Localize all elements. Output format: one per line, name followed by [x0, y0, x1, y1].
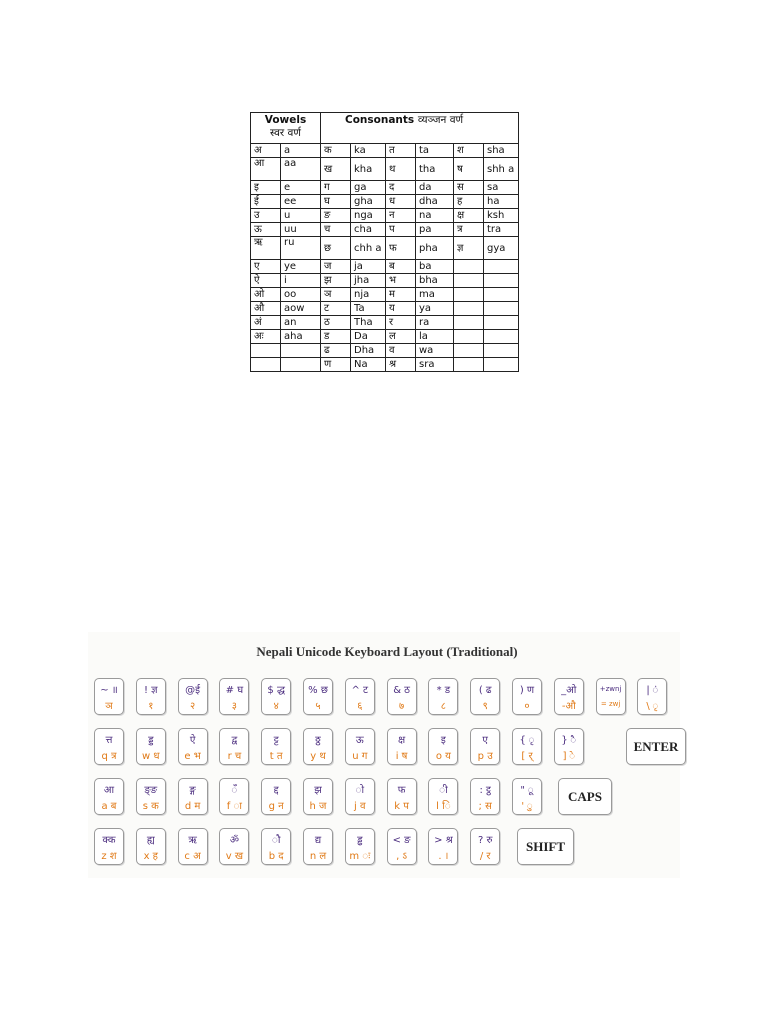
table-row	[251, 195, 519, 209]
table-row	[251, 181, 519, 195]
keyboard-key	[261, 778, 291, 815]
table-cell: ङ	[321, 209, 351, 223]
key-upper-label: ! ज्ञ	[143, 685, 158, 696]
key-upper-label: { ृ	[519, 735, 535, 746]
table-cell: ध	[386, 195, 416, 209]
table-cell: gha	[351, 195, 386, 209]
table-cell	[484, 330, 519, 344]
table-cell: Da	[351, 330, 386, 344]
table-cell	[281, 344, 321, 358]
consonants-subtitle: व्यञ्जन वर्ण	[417, 114, 464, 126]
key-upper-label: @ई	[185, 685, 201, 696]
key-lower-label: [ र्	[521, 751, 533, 762]
table-cell: ee	[281, 195, 321, 209]
table-cell: ए	[251, 260, 281, 274]
key-lower-label: ञ	[105, 701, 113, 712]
table-cell	[484, 302, 519, 316]
table-cell: ओ	[251, 288, 281, 302]
table-cell: ढ	[321, 344, 351, 358]
table-cell: pha	[416, 237, 454, 260]
table-cell: a	[281, 144, 321, 158]
key-upper-label: > श्र	[434, 835, 453, 846]
table-cell: aha	[281, 330, 321, 344]
key-lower-label: v ख	[225, 851, 244, 862]
table-cell: ga	[351, 181, 386, 195]
keyboard-key	[219, 678, 249, 715]
table-cell: ra	[416, 316, 454, 330]
table-cell: श	[454, 144, 484, 158]
keyboard-key	[345, 728, 375, 765]
table-cell: kha	[351, 158, 386, 181]
keyboard-key	[261, 728, 291, 765]
table-cell: ka	[351, 144, 386, 158]
key-upper-label: फ	[397, 785, 406, 796]
table-cell: क	[321, 144, 351, 158]
key-lower-label: t त	[269, 751, 283, 762]
key-lower-label: ७	[398, 701, 405, 712]
key-upper-label: ऐ	[189, 735, 196, 746]
table-cell: श्र	[386, 358, 416, 372]
table-cell: bha	[416, 274, 454, 288]
table-cell: थ	[386, 158, 416, 181]
table-row	[251, 344, 519, 358]
table-cell	[484, 274, 519, 288]
table-cell	[484, 288, 519, 302]
key-upper-label: ॐ	[229, 835, 239, 846]
key-lower-label: ; स	[478, 801, 492, 812]
key-upper-label: } ै	[561, 735, 577, 746]
table-row	[251, 358, 519, 372]
caps-key: CAPS	[558, 778, 612, 815]
keyboard-key	[303, 678, 333, 715]
table-cell: फ	[386, 237, 416, 260]
table-cell: उ	[251, 209, 281, 223]
keyboard-key	[136, 778, 166, 815]
table-cell: i	[281, 274, 321, 288]
table-cell	[281, 358, 321, 372]
key-lower-label: j व	[354, 801, 366, 812]
table-cell: व	[386, 344, 416, 358]
key-lower-label: ] े	[562, 751, 576, 762]
key-lower-label: z श	[101, 851, 117, 862]
key-upper-label: त्त	[105, 735, 113, 746]
key-lower-label: ०	[524, 701, 530, 712]
key-upper-label: ? रु	[477, 835, 493, 846]
table-row	[251, 274, 519, 288]
consonants-title: Consonants	[345, 114, 415, 126]
table-cell: wa	[416, 344, 454, 358]
key-lower-label: , ऽ	[396, 851, 408, 862]
key-upper-label: ~ ॥	[100, 685, 118, 696]
table-cell: ru	[281, 237, 321, 260]
table-cell: भ	[386, 274, 416, 288]
keyboard-key	[219, 778, 249, 815]
key-lower-label: r च	[227, 751, 242, 762]
keyboard-key	[136, 728, 166, 765]
table-cell: sa	[484, 181, 519, 195]
keyboard-title: Nepali Unicode Keyboard Layout (Traditional)	[256, 644, 518, 659]
key-lower-label: १	[148, 701, 154, 712]
key-upper-label: क्ष	[398, 735, 406, 746]
key-upper-label: " ू	[520, 785, 534, 796]
table-cell: ya	[416, 302, 454, 316]
table-cell: Dha	[351, 344, 386, 358]
table-cell: द	[386, 181, 416, 195]
key-lower-label: a ब	[101, 801, 117, 812]
key-upper-label: ^ ट	[351, 685, 369, 696]
key-lower-label: n ल	[309, 851, 327, 862]
table-cell: ठ	[321, 316, 351, 330]
key-upper-label: क्क	[102, 835, 116, 846]
table-cell	[484, 260, 519, 274]
table-cell: ब	[386, 260, 416, 274]
table-cell: sha	[484, 144, 519, 158]
table-cell: आ	[251, 158, 281, 181]
keyboard-key	[178, 728, 208, 765]
keyboard-key	[387, 728, 417, 765]
table-cell: ख	[321, 158, 351, 181]
table-cell: Ta	[351, 302, 386, 316]
table-row	[251, 144, 519, 158]
table-cell: aa	[281, 158, 321, 181]
keyboard-key	[387, 678, 417, 715]
key-upper-label: झ	[314, 785, 322, 796]
table-cell: ट	[321, 302, 351, 316]
keyboard-key	[470, 778, 500, 815]
keyboard-key	[178, 828, 208, 865]
key-upper-label: इ	[440, 735, 446, 746]
table-cell: dha	[416, 195, 454, 209]
table-cell: ta	[416, 144, 454, 158]
key-lower-label: ९	[482, 701, 488, 712]
key-lower-label: k प	[394, 801, 409, 812]
table-cell: ज	[321, 260, 351, 274]
key-lower-label: l ि	[436, 801, 451, 812]
table-cell: र	[386, 316, 416, 330]
table-cell: च	[321, 223, 351, 237]
key-upper-label: < ङ	[392, 835, 411, 846]
table-cell: nja	[351, 288, 386, 302]
keyboard-key	[428, 828, 458, 865]
table-cell: pa	[416, 223, 454, 237]
keyboard-key	[219, 728, 249, 765]
key-lower-label: m ः	[349, 851, 371, 862]
key-lower-label: / र	[479, 851, 491, 862]
table-cell: shh a	[484, 158, 519, 181]
keyboard-key	[470, 678, 500, 715]
key-upper-label: ऊ	[355, 735, 364, 746]
keyboard-layout-image	[88, 632, 680, 878]
keyboard-key	[178, 778, 208, 815]
keyboard-key	[554, 678, 584, 715]
table-cell: क्ष	[454, 209, 484, 223]
key-lower-label: c अ	[184, 851, 201, 862]
keyboard-key	[512, 728, 542, 765]
table-cell: ग	[321, 181, 351, 195]
table-cell	[484, 358, 519, 372]
table-cell: e	[281, 181, 321, 195]
table-cell	[454, 288, 484, 302]
table-cell: jha	[351, 274, 386, 288]
key-upper-label: ह्य	[146, 835, 155, 846]
key-upper-label: द्य	[314, 835, 322, 846]
keyboard-key	[136, 828, 166, 865]
keyboard-key	[554, 728, 584, 765]
key-upper-label: ए	[482, 735, 488, 746]
vowels-title: Vowels	[264, 114, 307, 126]
table-cell: an	[281, 316, 321, 330]
table-row	[251, 288, 519, 302]
key-upper-label: ठ्ठ	[315, 735, 321, 746]
table-cell	[454, 344, 484, 358]
table-cell: ऋ	[251, 237, 281, 260]
key-lower-label: d म	[184, 801, 201, 812]
keyboard-key	[512, 678, 542, 715]
keyboard-key	[387, 778, 417, 815]
table-cell: ड	[321, 330, 351, 344]
key-lower-label: -औ	[561, 701, 576, 712]
keyboard-key	[428, 728, 458, 765]
key-lower-label: ८	[440, 701, 446, 712]
table-cell: ज्ञ	[454, 237, 484, 260]
key-upper-label: ौ	[271, 835, 281, 846]
table-cell: ma	[416, 288, 454, 302]
key-upper-label: _ओ	[561, 685, 577, 696]
table-cell	[454, 316, 484, 330]
table-cell: अ	[251, 144, 281, 158]
key-lower-label: . ।	[438, 851, 449, 862]
table-cell: त	[386, 144, 416, 158]
table-cell: tra	[484, 223, 519, 237]
table-row	[251, 302, 519, 316]
table-cell: त्र	[454, 223, 484, 237]
vowels-header	[251, 113, 321, 144]
table-cell: य	[386, 302, 416, 316]
table-cell: la	[416, 330, 454, 344]
table-cell	[454, 330, 484, 344]
table-row	[251, 237, 519, 260]
consonants-header	[321, 113, 519, 144]
keyboard-key	[387, 828, 417, 865]
table-cell: ण	[321, 358, 351, 372]
table-cell: औ	[251, 302, 281, 316]
table-cell: da	[416, 181, 454, 195]
table-cell: tha	[416, 158, 454, 181]
keyboard-key	[428, 778, 458, 815]
table-cell: chh a	[351, 237, 386, 260]
key-lower-label: f ा	[226, 801, 242, 812]
key-lower-label: e भ	[184, 751, 201, 762]
table-cell: u	[281, 209, 321, 223]
key-upper-label: ) ण	[519, 685, 535, 696]
table-cell: इ	[251, 181, 281, 195]
table-cell	[454, 358, 484, 372]
shift-key: SHIFT	[517, 828, 574, 865]
key-upper-label: ो	[355, 785, 365, 796]
table-cell: ksh	[484, 209, 519, 223]
table-cell: oo	[281, 288, 321, 302]
nepali-alphabet-table	[250, 112, 519, 372]
keyboard-key	[596, 678, 626, 715]
table-cell: ष	[454, 158, 484, 181]
key-upper-label: ट्ट	[273, 735, 279, 746]
table-cell: झ	[321, 274, 351, 288]
table-cell: ऊ	[251, 223, 281, 237]
table-cell: न	[386, 209, 416, 223]
table-cell: ye	[281, 260, 321, 274]
table-cell	[454, 302, 484, 316]
keyboard-key	[470, 728, 500, 765]
keyboard-key	[261, 678, 291, 715]
keyboard-key	[136, 678, 166, 715]
keyboard-key	[94, 828, 124, 865]
key-lower-label: ६	[357, 701, 363, 712]
key-lower-label: २	[189, 701, 196, 712]
keyboard-key	[345, 778, 375, 815]
key-lower-label: w ध	[142, 751, 160, 762]
key-upper-label: द्व	[231, 735, 238, 746]
table-cell: cha	[351, 223, 386, 237]
keyboard-key	[303, 778, 333, 815]
table-cell: घ	[321, 195, 351, 209]
key-upper-label: ड्ड	[148, 735, 154, 746]
table-cell	[454, 274, 484, 288]
table-cell: Tha	[351, 316, 386, 330]
key-upper-label: ड्ढ	[357, 835, 363, 846]
keyboard-key	[94, 728, 124, 765]
key-upper-label: ी	[439, 785, 448, 796]
table-cell: ha	[484, 195, 519, 209]
key-upper-label: & ठ	[393, 685, 410, 696]
key-lower-label: o य	[435, 751, 451, 762]
table-row	[251, 260, 519, 274]
key-lower-label: x ह	[143, 851, 158, 862]
table-cell: ja	[351, 260, 386, 274]
key-upper-label: ङ्ग	[189, 785, 196, 796]
keyboard-key	[345, 828, 375, 865]
table-cell: ञ	[321, 288, 351, 302]
table-cell: ह	[454, 195, 484, 209]
keyboard-key	[470, 828, 500, 865]
enter-key: ENTER	[626, 728, 686, 765]
key-lower-label: i ष	[395, 751, 408, 762]
key-upper-label: ँ	[231, 785, 238, 796]
table-cell: अं	[251, 316, 281, 330]
table-cell	[251, 344, 281, 358]
key-upper-label: % छ	[308, 685, 328, 696]
key-upper-label: : ट्ठ	[479, 785, 491, 796]
keyboard-key	[178, 678, 208, 715]
key-upper-label: * ड	[436, 685, 451, 696]
table-cell: ba	[416, 260, 454, 274]
key-lower-label: s क	[142, 801, 159, 812]
keyboard-key	[345, 678, 375, 715]
keyboard-key	[219, 828, 249, 865]
table-cell: uu	[281, 223, 321, 237]
keyboard-key	[637, 678, 667, 715]
keyboard-key	[94, 678, 124, 715]
table-cell: ई	[251, 195, 281, 209]
table-cell: na	[416, 209, 454, 223]
table-cell	[251, 358, 281, 372]
key-lower-label: ३	[231, 701, 237, 712]
key-lower-label: p उ	[477, 751, 493, 762]
key-upper-label: | ं	[646, 685, 659, 696]
table-cell: प	[386, 223, 416, 237]
key-upper-label: ( ढ	[478, 685, 492, 696]
key-lower-label: ' ु	[521, 801, 533, 812]
table-cell: ल	[386, 330, 416, 344]
table-row	[251, 316, 519, 330]
key-upper-label: द्द	[273, 785, 279, 796]
table-cell: Na	[351, 358, 386, 372]
key-lower-label: u ग	[352, 751, 368, 762]
keyboard-key	[94, 778, 124, 815]
key-upper-label: आ	[103, 785, 115, 796]
table-cell	[484, 316, 519, 330]
key-lower-label: ५	[315, 701, 321, 712]
keyboard-key	[512, 778, 542, 815]
keyboard-key	[261, 828, 291, 865]
table-cell: gya	[484, 237, 519, 260]
key-upper-label: +zwnj	[599, 685, 622, 693]
key-lower-label: h ज	[309, 801, 327, 812]
keyboard-key	[303, 828, 333, 865]
key-lower-label: q त्र	[101, 751, 117, 762]
vowels-subtitle: स्वर वर्ण	[270, 127, 301, 139]
table-cell: छ	[321, 237, 351, 260]
table-cell	[484, 344, 519, 358]
table-row	[251, 223, 519, 237]
key-lower-label: \ ृ	[646, 701, 659, 712]
table-cell: sra	[416, 358, 454, 372]
table-cell	[454, 260, 484, 274]
key-lower-label: b द	[268, 851, 284, 862]
key-lower-label: ४	[273, 701, 279, 712]
table-row	[251, 209, 519, 223]
keyboard-key	[428, 678, 458, 715]
table-cell: ऐ	[251, 274, 281, 288]
table-cell: अः	[251, 330, 281, 344]
key-upper-label: $ द्ध	[267, 685, 285, 696]
key-upper-label: ऋ	[188, 835, 197, 846]
key-upper-label: ङ्ङ	[144, 785, 158, 796]
table-row	[251, 158, 519, 181]
table-row	[251, 330, 519, 344]
key-lower-label: g न	[268, 801, 284, 812]
key-upper-label: # घ	[225, 685, 244, 696]
key-lower-label: = zwj	[600, 700, 621, 708]
key-lower-label: y थ	[310, 751, 326, 762]
table-cell: म	[386, 288, 416, 302]
table-body	[251, 144, 519, 372]
table-cell: aow	[281, 302, 321, 316]
table-cell: nga	[351, 209, 386, 223]
keyboard-key	[303, 728, 333, 765]
table-cell: स	[454, 181, 484, 195]
